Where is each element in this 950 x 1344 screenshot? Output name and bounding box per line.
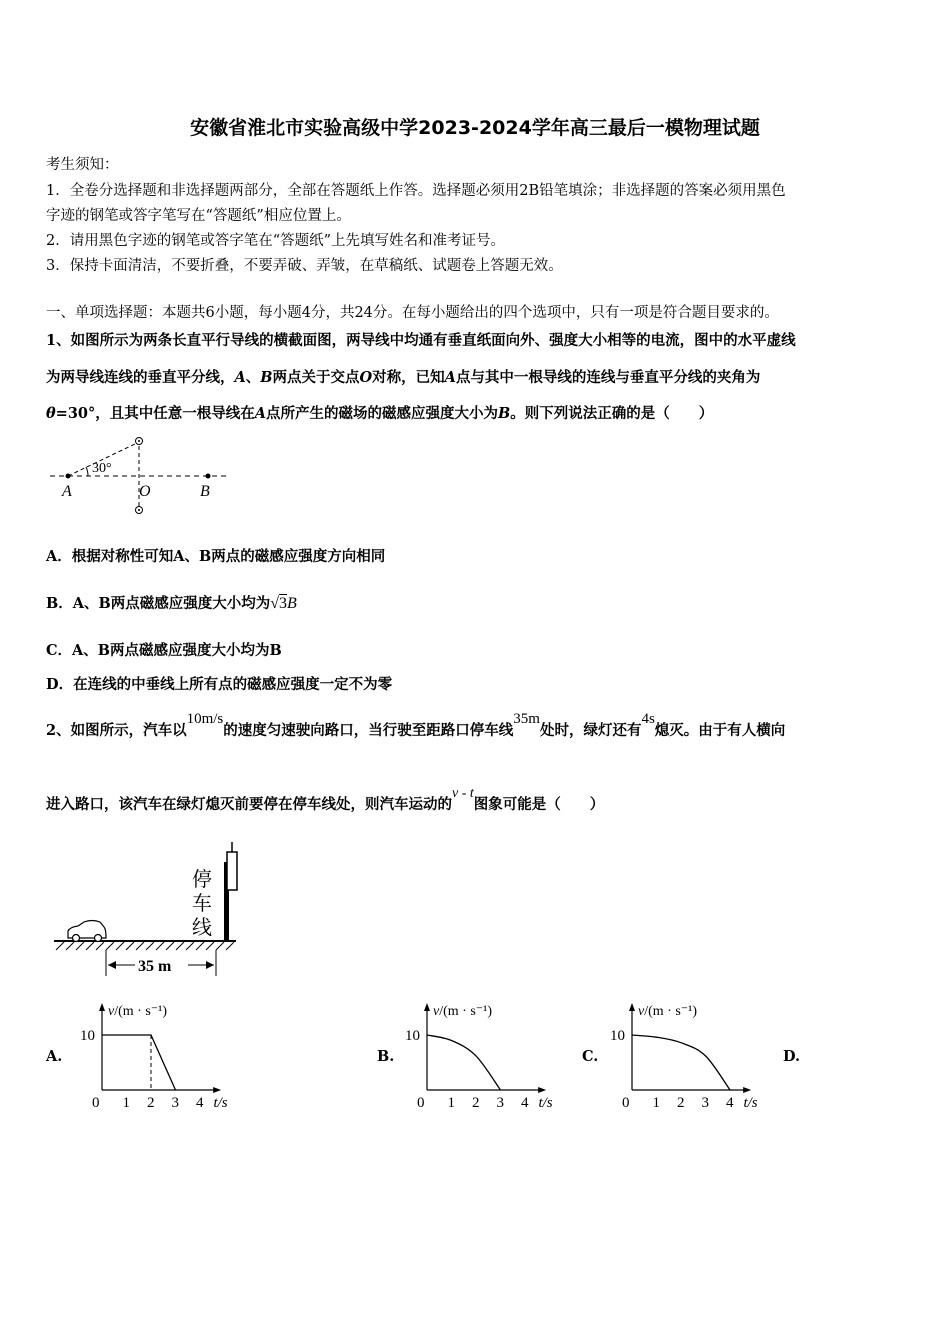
label-o: O (139, 483, 151, 500)
x-axis-arrow (743, 1087, 751, 1093)
x-tick-label: 0 (622, 1095, 630, 1111)
point-a (66, 474, 71, 479)
x-tick-label: 2 (147, 1095, 155, 1111)
x-axis-label: t/s (213, 1095, 228, 1111)
x-tick-label: 1 (122, 1095, 130, 1111)
graph-d-label[interactable]: D. (783, 1048, 801, 1065)
stop-line-label: 停 (192, 869, 212, 891)
q1-figure (40, 430, 240, 520)
graph-a-label[interactable]: A. (46, 1048, 63, 1065)
x-tick-label: 3 (701, 1095, 709, 1111)
q2-figure (50, 838, 250, 983)
notice-item: 1．全卷分选择题和非选择题两部分，全部在答题纸上作答。选择题必须用2B铅笔填涂；非选择题的答案必须用黑色 (46, 183, 786, 199)
stop-line-label: 线 (192, 917, 212, 939)
series-line (427, 1035, 501, 1090)
graph-b-label[interactable]: B. (377, 1048, 395, 1065)
x-tick-label: 2 (472, 1095, 480, 1111)
q1-text: θ=30°，且其中任意一根导线在A点所产生的磁场的磁感应强度大小为B。则下列说法正确的是（ ） (46, 405, 714, 422)
x-axis-label: t/s (743, 1095, 758, 1111)
q1-text: 1、如图所示为两条长直平行导线的横截面图，两导线中均通有垂直纸面向外、强度大小相等的电流，图中的水平虚线 (46, 332, 796, 349)
x-tick-label: 1 (652, 1095, 660, 1111)
angle-label: 30° (92, 461, 112, 476)
graph-b (400, 995, 565, 1117)
q2-text: 进入路口，该汽车在绿灯熄灭前要停在停车线处，则汽车运动的v - t图象可能是（ ） (46, 786, 605, 813)
y-axis-arrow (424, 1003, 430, 1011)
notice-heading: 考生须知： (46, 157, 119, 173)
x-tick-label: 4 (726, 1095, 734, 1111)
page-title: 安徽省淮北市实验高级中学2023-2024学年高三最后一模物理试题 (190, 117, 760, 139)
graph-c-label[interactable]: C. (582, 1048, 599, 1065)
section-heading: 一、单项选择题：本题共6小题，每小题4分，共24分。在每小题给出的四个选项中，只有一项是符合题目要求的。 (46, 305, 779, 321)
point-b (206, 474, 211, 479)
label-a: A (62, 483, 72, 500)
stop-line-label: 车 (192, 893, 212, 915)
distance-label: 35 m (138, 958, 172, 975)
y-tick-label: 10 (610, 1028, 625, 1044)
y-axis-label: v/(m · s⁻¹) (433, 1004, 493, 1019)
x-tick-label: 4 (521, 1095, 529, 1111)
x-axis-label: t/s (538, 1095, 553, 1111)
notice-item: 字迹的钢笔或答字笔写在“答题纸”相应位置上。 (46, 208, 351, 224)
x-tick-label: 3 (171, 1095, 179, 1111)
q1-text: 为两导线连线的垂直平分线，A、B两点关于交点O对称，已知A点与其中一根导线的连线与垂直平分线的夹角为 (46, 369, 761, 386)
q1-option-b[interactable]: B．A、B两点磁感应强度大小均为√3B (46, 595, 297, 612)
car-icon (68, 921, 106, 942)
notice-item: 3．保持卡面清洁，不要折叠，不要弄破、弄皱，在草稿纸、试题卷上答题无效。 (46, 258, 563, 274)
x-axis-arrow (538, 1087, 546, 1093)
x-axis-arrow (213, 1087, 221, 1093)
x-tick-label: 0 (92, 1095, 100, 1111)
q2-text: 2、如图所示，汽车以10m/s的速度匀速驶向路口，当行驶至距路口停车线35m处时，绿灯还有4s熄灭。由于有人横向 (46, 711, 786, 739)
traffic-light-icon (227, 852, 237, 890)
series-line (632, 1035, 730, 1090)
x-tick-label: 0 (417, 1095, 425, 1111)
series-line (102, 1035, 176, 1090)
graph-c (605, 995, 770, 1117)
y-axis-label: v/(m · s⁻¹) (108, 1004, 168, 1019)
ground-hatch (56, 942, 234, 950)
y-axis-arrow (99, 1003, 105, 1011)
q1-option-d[interactable]: D．在连线的中垂线上所有点的磁感应强度一定不为零 (46, 676, 393, 693)
y-axis-label: v/(m · s⁻¹) (638, 1004, 698, 1019)
graph-a (75, 995, 240, 1117)
label-b: B (200, 483, 210, 500)
y-tick-label: 10 (405, 1028, 420, 1044)
y-axis-arrow (629, 1003, 635, 1011)
q1-option-a[interactable]: A．根据对称性可知A、B两点的磁感应强度方向相同 (46, 548, 386, 565)
x-tick-label: 3 (496, 1095, 504, 1111)
x-tick-label: 2 (677, 1095, 685, 1111)
x-tick-label: 4 (196, 1095, 204, 1111)
q1-option-c[interactable]: C．A、B两点磁感应强度大小均为B (46, 642, 282, 659)
x-tick-label: 1 (447, 1095, 455, 1111)
y-tick-label: 10 (80, 1028, 95, 1044)
notice-item: 2．请用黑色字迹的钢笔或答字笔在“答题纸”上先填写姓名和准考证号。 (46, 233, 506, 249)
